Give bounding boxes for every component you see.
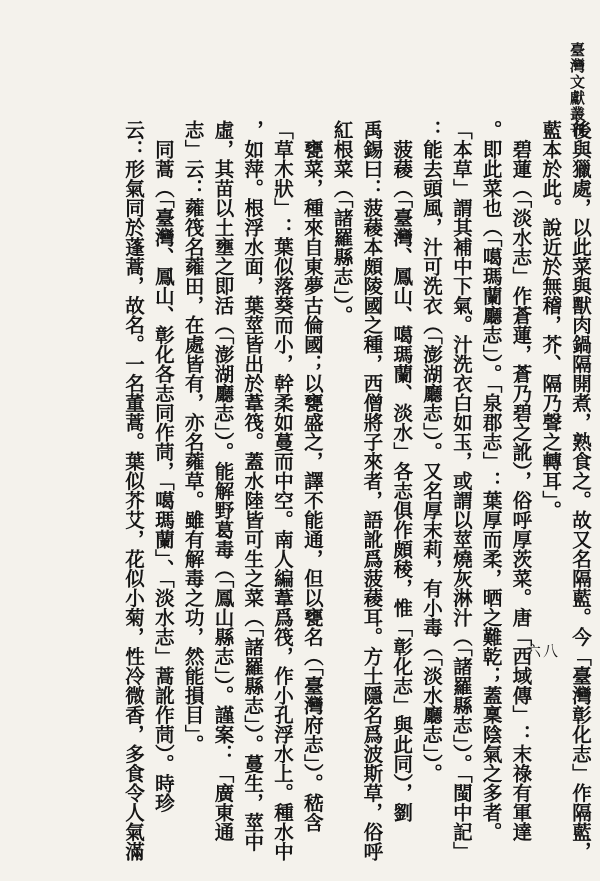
page-number: 六八 <box>525 642 560 660</box>
text-column-12: ，如萍。根浮水面，葉莖皆出於葦筏。蓋水陸皆可生之菜（「諸羅縣志」）。蔓生，莖中 <box>241 120 265 852</box>
text-column-5: 「本草」謂其補中下氣。汁洗衣白如玉，或謂以莖燒灰淋汁（「諸羅縣志」）。「閩中記」 <box>449 120 473 861</box>
text-column-3: 碧蓮（「淡水志」作蒼蓮，蒼乃碧之訛），俗呼厚茨菜。唐「西域傳」：末祿有軍達 <box>509 120 533 842</box>
text-column-7: 菠薐（「臺灣、鳳山、噶瑪蘭、淡水」各志俱作頗稜，惟「彰化志」與此同），劉 <box>390 120 414 822</box>
text-column-1: 後與獵處，以此菜與獸肉鍋隔開煮，熟食之。故又名隔藍。今「臺灣彰化志」作隔藍， <box>569 120 592 861</box>
text-column-4: 。即此菜也（「噶瑪蘭廳志」）。「泉郡志」：葉厚而柔，晒之難乾；蓋稟陰氣之多者。 <box>479 120 503 842</box>
text-column-10: 甕菜，種來自東夢古倫國；以甕盛之，譯不能通，但以甕名（「臺灣府志」）。嵇含 <box>300 120 324 832</box>
text-column-13: 虛，其苗以土壅之即活（「澎湖廳志」）。能解野葛毒（「鳳山縣志」）。謹案：「廣東通 <box>211 120 235 842</box>
text-column-8: 禹錫曰：菠薐本頗陵國之種，西僧將子來者，語訛爲菠薐耳。方士隱名爲波斯草，俗呼 <box>360 120 384 861</box>
text-column-6: ：能去頭風，汁可洗衣（「澎湖廳志」）。又名厚末莉，有小毒（「淡水廳志」）。 <box>420 120 444 783</box>
text-column-2: 藍本於此。說近於無稽，芥、隔乃聲之轉耳」。 <box>539 120 563 520</box>
text-column-11: 「草木狀」：葉似落葵而小，幹柔如蔓而中空。南人編葦爲筏，作小孔浮水上。種水中 <box>271 120 295 861</box>
text-columns <box>25 120 595 870</box>
running-header-title: 臺灣文獻叢刊 <box>568 42 586 138</box>
text-column-16: 云：形氣同於蓬蒿，故名。一名董蒿。葉似芥艾，花似小菊，性冷微香，多食令人氣滿 <box>122 120 146 861</box>
text-column-14: 志」云：蕹筏名蕹田，在處皆有，亦名蕹草。雖有解毒之功，然能損目」。 <box>181 120 205 754</box>
text-column-9: 紅根菜（「諸羅縣志」）。 <box>330 120 354 325</box>
text-column-15: 同蒿（「臺灣、鳳山、彰化各志同作茼，「噶瑪蘭」、「淡水志」蒿訛作茼）。時珍 <box>151 120 175 813</box>
